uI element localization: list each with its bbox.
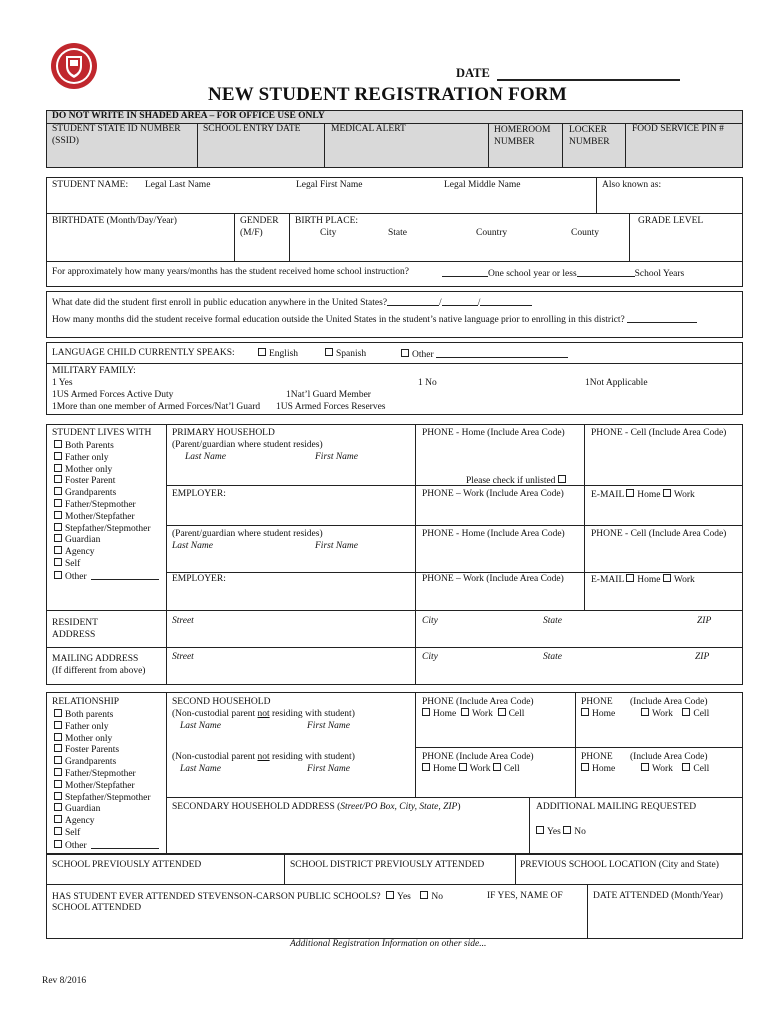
lives-with-item-label: Grandparents — [65, 488, 117, 499]
second-first-name: First Name — [307, 721, 351, 731]
military-guard[interactable]: 1Nat’l Guard Member — [286, 390, 371, 400]
checkbox-icon[interactable] — [54, 840, 62, 848]
mailing-state: State — [543, 652, 562, 662]
primary-household-label: PRIMARY HOUSEHOLD — [172, 428, 275, 438]
one-year-option[interactable]: One school year or less School Years — [442, 267, 684, 281]
checkbox-icon[interactable] — [54, 440, 62, 448]
ssid-sub: (SSID) — [52, 136, 79, 146]
resident-sub: ADDRESS — [52, 630, 96, 640]
medical-alert-label: MEDICAL ALERT — [331, 124, 406, 134]
homeroom-label: HOMEROOM — [494, 125, 551, 135]
relationship-item-checkbox[interactable] — [54, 803, 100, 816]
primary-last-name-2: Last Name — [172, 541, 213, 551]
secondary-address-label: SECONDARY HOUSEHOLD ADDRESS (Street/PO Box, City, State, ZIP) — [172, 802, 461, 812]
checkbox-icon[interactable] — [54, 744, 62, 752]
previous-location-label: PREVIOUS SCHOOL LOCATION (City and State) — [520, 860, 719, 870]
employer-label-2: EMPLOYER: — [172, 574, 226, 584]
second-phone-label: PHONE (Include Area Code) — [422, 697, 534, 707]
middle-name-label: Legal Middle Name — [444, 180, 521, 190]
birth-state-label: State — [388, 228, 407, 238]
date-field[interactable] — [497, 79, 680, 81]
grade-level-label: GRADE LEVEL — [638, 216, 704, 226]
second-last-name-2: Last Name — [180, 764, 221, 774]
mailing-city: City — [422, 652, 438, 662]
other-language-checkbox[interactable]: Other — [401, 348, 568, 362]
second-first-name-2: First Name — [307, 764, 351, 774]
district-previous-label: SCHOOL DISTRICT PREVIOUSLY ATTENDED — [290, 860, 485, 870]
second-household-block — [46, 692, 743, 854]
lives-with-item-label: Guardian — [65, 535, 101, 546]
military-label: MILITARY FAMILY: — [52, 366, 136, 376]
primary-sub-2: (Parent/guardian where student resides) — [172, 529, 323, 539]
lives-with-item-label: Mother only — [65, 464, 113, 475]
phone-cell-label-2: PHONE - Cell (Include Area Code) — [591, 529, 727, 539]
relationship-item-checkbox[interactable] — [54, 839, 159, 853]
checkbox-icon[interactable] — [54, 523, 62, 531]
birth-city-label: City — [320, 228, 337, 238]
relationship-label: RELATIONSHIP — [52, 697, 120, 707]
last-name-label: Legal Last Name — [145, 180, 211, 190]
lives-with-item-label: Agency — [65, 547, 95, 558]
phone-work-label: PHONE – Work (Include Area Code) — [422, 489, 564, 499]
checkbox-icon[interactable] — [54, 709, 62, 717]
checkbox-icon[interactable] — [54, 827, 62, 835]
resident-city: City — [422, 616, 438, 626]
resident-address-row[interactable] — [46, 610, 743, 648]
relationship-item-label: Guardian — [65, 804, 101, 815]
revision-label: Rev 8/2016 — [42, 976, 87, 986]
relationship-item-label: Stepfather/Stepmother — [65, 792, 151, 803]
second-phone-label-2: PHONE (Include Area Code) — [422, 752, 534, 762]
second-phone2-work-cell[interactable]: Work Cell — [641, 708, 709, 721]
additional-info-note: Additional Registration Information on other side... — [290, 939, 487, 949]
second-phone2-label: PHONE — [581, 697, 613, 707]
relationship-item-label: Father/Stepmother — [65, 769, 136, 779]
mailing-zip: ZIP — [695, 652, 710, 662]
checkbox-icon[interactable] — [54, 721, 62, 729]
checkbox-icon[interactable] — [54, 792, 62, 800]
relationship-item-checkbox[interactable] — [54, 744, 119, 757]
relationship-item-label: Mother only — [65, 733, 113, 744]
employer-label: EMPLOYER: — [172, 489, 226, 499]
attended-question: HAS STUDENT EVER ATTENDED STEVENSON-CARSON PUBLIC SCHOOLS? Yes No — [52, 892, 443, 902]
relationship-item-label: Agency — [65, 816, 95, 827]
phone-cell-label: PHONE - Cell (Include Area Code) — [591, 428, 727, 438]
lives-with-label: STUDENT LIVES WITH — [52, 428, 152, 438]
checkbox-icon[interactable] — [54, 475, 62, 483]
lives-with-item-checkbox[interactable] — [54, 546, 95, 559]
lives-with-item-label: Other — [65, 571, 87, 582]
entry-date-label: SCHOOL ENTRY DATE — [203, 124, 301, 134]
checkbox-icon[interactable] — [54, 815, 62, 823]
relationship-item-checkbox[interactable] — [54, 827, 80, 840]
lives-with-item-label: Self — [65, 559, 81, 569]
checkbox-icon[interactable] — [54, 487, 62, 495]
primary-sub: (Parent/guardian where student resides) — [172, 440, 323, 450]
phone-work-label-2: PHONE – Work (Include Area Code) — [422, 574, 564, 584]
checkbox-icon[interactable] — [54, 511, 62, 519]
second-phone2-label-2: PHONE — [581, 752, 613, 762]
relationship-item-label: Mother/Stepfather — [65, 780, 135, 791]
military-no[interactable]: 1 No — [418, 378, 437, 388]
military-active[interactable]: 1US Armed Forces Active Duty — [52, 390, 174, 400]
lives-with-item-label: Both Parents — [65, 441, 114, 451]
birthdate-label: BIRTHDATE (Month/Day/Year) — [52, 216, 177, 226]
lives-with-item-checkbox[interactable] — [54, 440, 114, 453]
email-options[interactable]: E-MAIL Home Work — [591, 490, 695, 500]
lives-with-item-checkbox[interactable] — [54, 452, 109, 465]
relationship-item-label: Father only — [65, 721, 109, 732]
military-more[interactable]: 1More than one member of Armed Forces/Nat’l Guard — [52, 402, 261, 412]
second-phone-options[interactable]: Home Work Cell — [422, 708, 524, 721]
office-warning: DO NOT WRITE IN SHADED AREA – FOR OFFICE USE ONLY — [52, 111, 325, 121]
relationship-item-label: Other — [65, 840, 87, 851]
date-label: DATE — [456, 66, 490, 80]
lives-with-item-label: Foster Parent — [65, 476, 116, 487]
birth-country-label: Country — [476, 228, 508, 238]
phone-home-label: PHONE - Home (Include Area Code) — [422, 428, 565, 438]
unlisted-checkbox[interactable]: Please check if unlisted — [466, 475, 569, 488]
primary-last-name: Last Name — [185, 452, 226, 462]
relationship-item-checkbox[interactable] — [54, 815, 95, 828]
checkbox-icon[interactable] — [54, 756, 62, 764]
lives-with-item-checkbox[interactable] — [54, 475, 115, 488]
lives-with-item-checkbox[interactable] — [54, 570, 159, 584]
email-options-2[interactable]: E-MAIL Home Work — [591, 575, 695, 585]
second-phone2-include: (Include Area Code) — [630, 697, 708, 707]
months-outside-question: How many months did the student receive formal education outside the United States in the student’s native language prior to enrolling in this district? — [52, 313, 697, 327]
mailing-street: Street — [172, 652, 194, 662]
lives-with-item-label: Mother/Stepfather — [65, 511, 135, 522]
district-logo — [50, 42, 98, 90]
language-label: LANGUAGE CHILD CURRENTLY SPEAKS: — [52, 348, 235, 358]
relationship-item-checkbox[interactable] — [54, 756, 116, 769]
form-title: NEW STUDENT REGISTRATION FORM — [208, 84, 567, 105]
first-name-label: Legal First Name — [296, 180, 363, 190]
phone-home-label-2: PHONE - Home (Include Area Code) — [422, 529, 565, 539]
mailing-address-row[interactable] — [46, 647, 743, 685]
relationship-item-label: Self — [65, 828, 81, 838]
relationship-item-checkbox[interactable] — [54, 780, 135, 793]
lives-with-item-checkbox[interactable] — [54, 499, 136, 512]
resident-label: RESIDENT — [52, 618, 98, 628]
mailing-label: MAILING ADDRESS — [52, 654, 139, 664]
lives-with-item-label: Father/Stepmother — [65, 500, 136, 510]
military-na[interactable]: 1Not Applicable — [585, 378, 648, 388]
relationship-item-label: Both parents — [65, 710, 114, 720]
checkbox-icon[interactable] — [54, 558, 62, 566]
primary-first-name-2: First Name — [315, 541, 359, 551]
school-attended-label: SCHOOL ATTENDED — [52, 903, 142, 913]
student-name-label: STUDENT NAME: — [52, 180, 129, 190]
additional-mailing-options[interactable]: Yes No — [536, 826, 586, 839]
resident-state: State — [543, 616, 562, 626]
lives-with-item-label: Stepfather/Stepmother — [65, 523, 151, 534]
lives-with-item-label: Father only — [65, 452, 109, 463]
relationship-item-checkbox[interactable] — [54, 733, 112, 746]
spanish-checkbox[interactable]: Spanish — [325, 348, 366, 361]
checkbox-icon[interactable] — [54, 803, 62, 811]
first-enroll-question: What date did the student first enroll in public education anywhere in the United States? / / — [52, 296, 532, 310]
second-household-label: SECOND HOUSEHOLD — [172, 697, 271, 707]
relationship-item-label: Grandparents — [65, 757, 117, 768]
checkbox-icon[interactable] — [54, 546, 62, 554]
mailing-sub: (If different from above) — [52, 666, 146, 676]
primary-first-name: First Name — [315, 452, 359, 462]
relationship-item-label: Foster Parents — [65, 745, 120, 756]
lives-with-item-checkbox[interactable] — [54, 511, 135, 524]
school-previous-label: SCHOOL PREVIOUSLY ATTENDED — [52, 860, 202, 870]
checkbox-icon[interactable] — [54, 499, 62, 507]
additional-mailing-label: ADDITIONAL MAILING REQUESTED — [536, 802, 697, 812]
date-attended-label: DATE ATTENDED (Month/Year) — [593, 891, 723, 901]
gender-sub: (M/F) — [240, 228, 263, 238]
lives-with-item-checkbox[interactable] — [54, 487, 116, 500]
checkbox-icon[interactable] — [54, 733, 62, 741]
checkbox-icon[interactable] — [54, 534, 62, 542]
checkbox-icon[interactable] — [54, 571, 62, 579]
homeschool-question: For approximately how many years/months has the student received home school instruction? — [52, 267, 409, 277]
if-yes-label: IF YES, NAME OF — [487, 891, 563, 901]
second-phone2-include-2: (Include Area Code) — [630, 752, 708, 762]
military-yes[interactable]: 1 Yes — [52, 378, 73, 388]
checkbox-icon[interactable] — [54, 452, 62, 460]
relationship-item-checkbox[interactable] — [54, 768, 136, 781]
checkbox-icon[interactable] — [54, 768, 62, 776]
homeroom-sub: NUMBER — [494, 137, 535, 147]
lives-with-item-checkbox[interactable] — [54, 558, 80, 571]
checkbox-icon[interactable] — [54, 780, 62, 788]
second-last-name: Last Name — [180, 721, 221, 731]
second-phone2-home[interactable]: Home — [581, 708, 615, 721]
relationship-item-checkbox[interactable] — [54, 721, 109, 734]
second-sub: (Non-custodial parent not residing with student) — [172, 709, 355, 719]
locker-label: LOCKER — [569, 125, 607, 135]
birth-county-label: County — [571, 228, 599, 238]
locker-sub: NUMBER — [569, 137, 610, 147]
english-checkbox[interactable]: English — [258, 348, 298, 361]
lives-with-item-checkbox[interactable] — [54, 464, 112, 477]
relationship-item-checkbox[interactable] — [54, 792, 150, 805]
birthplace-label: BIRTH PLACE: — [295, 216, 359, 226]
second-phone2-home-2[interactable]: Home — [581, 763, 615, 776]
relationship-item-checkbox[interactable] — [54, 709, 113, 722]
food-pin-label: FOOD SERVICE PIN # — [632, 124, 724, 134]
second-phone-options-2[interactable]: Home Work Cell — [422, 763, 520, 776]
military-reserves[interactable]: 1US Armed Forces Reserves — [276, 402, 386, 412]
second-sub-2: (Non-custodial parent not residing with student) — [172, 752, 355, 762]
resident-street: Street — [172, 616, 194, 626]
aka-label: Also known as: — [602, 180, 662, 190]
ssid-label: STUDENT STATE ID NUMBER — [52, 124, 181, 134]
gender-label: GENDER — [240, 216, 279, 226]
resident-zip: ZIP — [697, 616, 712, 626]
checkbox-icon[interactable] — [54, 464, 62, 472]
lives-with-item-checkbox[interactable] — [54, 534, 100, 547]
lives-with-item-checkbox[interactable] — [54, 523, 150, 536]
second-phone2-work-cell-2[interactable]: Work Cell — [641, 763, 709, 776]
